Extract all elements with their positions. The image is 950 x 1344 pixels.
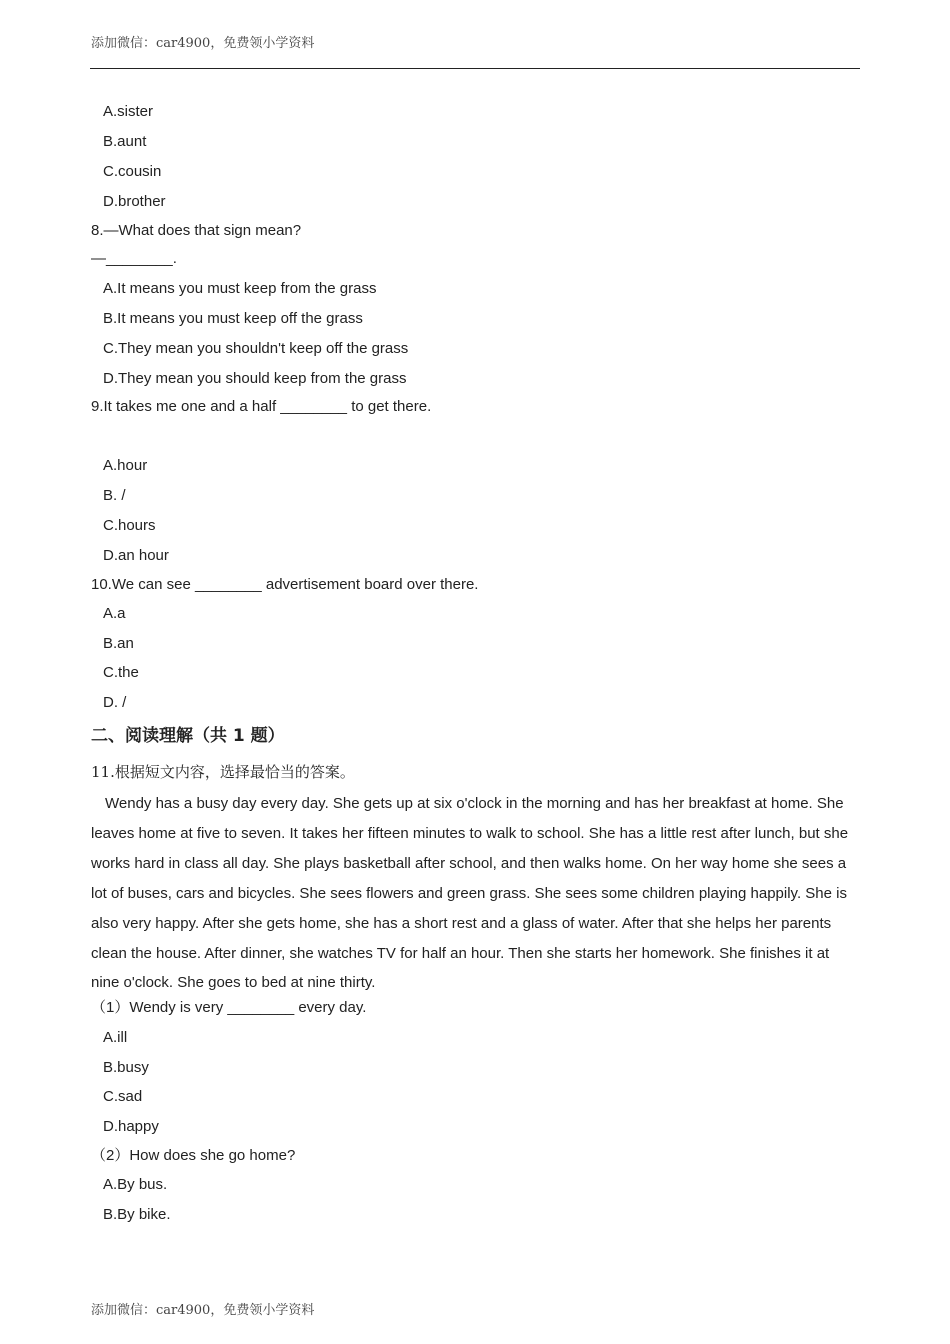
section-title-reading: 二、阅读理解（共 1 题） — [91, 726, 285, 746]
q9-option-a: A.hour — [103, 457, 148, 474]
q8-option-a: A.It means you must keep from the grass — [103, 280, 377, 297]
q8-option-b: B.It means you must keep off the grass — [103, 310, 363, 327]
q10-option-c: C.the — [103, 664, 139, 681]
q9-option-d: D.an hour — [103, 547, 169, 564]
q11-sub1-option-d: D.happy — [103, 1118, 159, 1135]
page-header: 添加微信：car4900，免费领小学资料 — [91, 36, 315, 51]
header-divider — [90, 68, 860, 69]
q11-sub1-option-b: B.busy — [103, 1059, 149, 1076]
q11-sub1-option-a: A.ill — [103, 1029, 128, 1046]
q8-option-c: C.They mean you shouldn't keep off the grass — [103, 340, 409, 357]
q8-answer-line: —________. — [91, 250, 177, 267]
q7-option-a: A.sister — [103, 103, 154, 120]
q11-sub2-option-b: B.By bike. — [103, 1206, 171, 1223]
q7-option-d: D.brother — [103, 193, 166, 210]
q11-sub1-option-c: C.sad — [103, 1088, 143, 1105]
q9-option-b: B. / — [103, 487, 126, 504]
q11-sub2-question: （2）How does she go home? — [91, 1147, 296, 1164]
q10-option-b: B.an — [103, 635, 134, 652]
q10-option-d: D. / — [103, 694, 127, 711]
q11-sub2-option-a: A.By bus. — [103, 1176, 168, 1193]
q7-option-b: B.aunt — [103, 133, 147, 150]
q8-question: 8.—What does that sign mean? — [91, 222, 302, 239]
q7-option-c: C.cousin — [103, 163, 162, 180]
q11-sub1-question: （1）Wendy is very ________ every day. — [91, 999, 367, 1016]
reading-passage: Wendy has a busy day every day. She gets up at six o'clock in the morning and has her breakfast at home. She leaves home at five to seven. It takes her fifteen minutes to walk to school. She has a little rest after lunch, but she works hard in class all day. She plays basketball after school, and then walks home. On her way home she sees a lot of buses, cars and bicycles. She sees flowers and green grass. She sees some children playing happily. She is also very happy. After she gets home, she has a short rest and a glass of water. After that she helps her parents clean the house. After dinner, she watches TV for half an hour. Then she starts her homework. She finishes it at nine o'clock. She goes to bed at nine thirty. — [91, 795, 849, 992]
q9-question: 9.It takes me one and a half ________ to get there. — [91, 398, 432, 415]
q10-option-a: A.a — [103, 605, 126, 622]
q9-option-c: C.hours — [103, 517, 156, 534]
page-footer: 添加微信：car4900，免费领小学资料 — [91, 1303, 315, 1318]
q8-option-d: D.They mean you should keep from the grass — [103, 370, 407, 387]
q10-question: 10.We can see ________ advertisement board over there. — [91, 576, 479, 593]
q11-instruction: 11.根据短文内容，选择最恰当的答案。 — [91, 763, 355, 781]
